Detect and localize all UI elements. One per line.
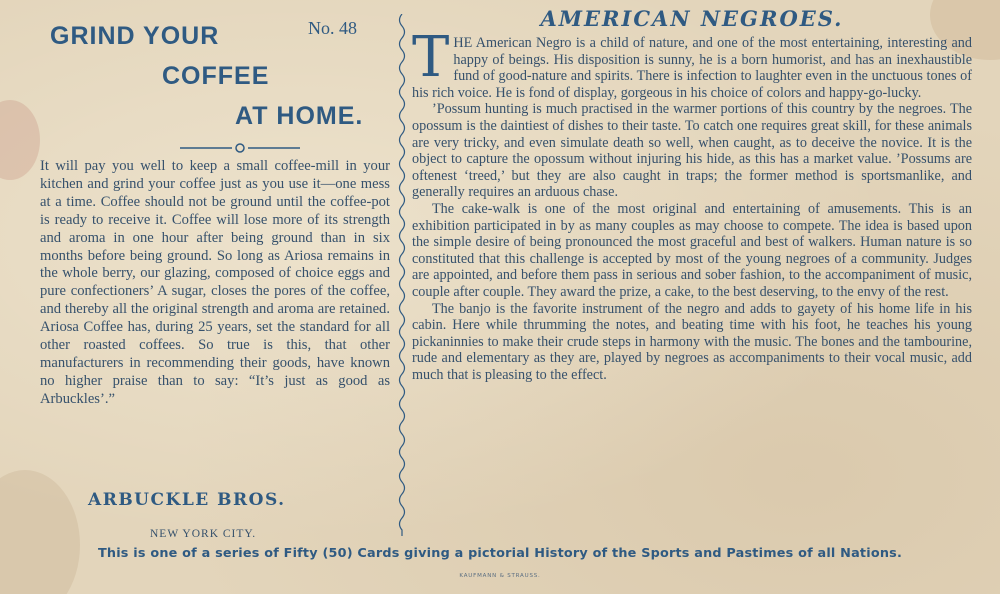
paragraph-2: ’Possum hunting is much practised in the warmer portions of this country by the negroes. The opossum is the daintiest of dishes to their taste. To catch one requires great skill, for these animals are very tricky, and even simulate death so well, when caught, as to deceive the novice. It is the object to capture the opossum without injuring his hide, as this has a market value. ’Possums are oftenest ‘treed,’ but they are also caught in traps; the former method is sportsmanlike, and generally requires an arduous chase. [412,101,972,201]
column-divider [397,14,407,536]
paragraph-1-text: HE American Negro is a child of nature, and one of the most entertaining, interesting and happy of beings. His disposition is sunny, he is a born humorist, and has an inexhaustible fund of good-nature and spirits. There is infection to laughter even in the unctuous tones of his rich voice. He is fond of display, gorgeous in his choice of colors and happy-go-lucky. [412,35,972,101]
article-body [412,25,972,383]
brand-city: NEW YORK CITY. [150,528,257,540]
headline-line-2: COFFEE [162,62,270,90]
paragraph-3: The cake-walk is one of the most original and entertaining of amusements. This is an exhibition participated in by as many couples as may choose to compete. The idea is based upon the simple desire of being pronounced the most graceful and best of walkers. Human nature is so constituted that this challenge is accepted by most of the young negroes of a community. Judges are appointed, and before them pass in serious and sober fashion, to the accompaniment of music, couple after couple. They award the prize, a cake, to the best deserving, to the envy of the rest. [412,200,972,300]
ornament-divider [180,143,300,153]
right-column [412,8,972,538]
paragraph-1 [412,25,972,101]
coffee-body-text: It will pay you well to keep a small coffee-mill in your kitchen and grind your coffee just as you use it—one mess at a time. Coffee should not be ground until the coffee-pot is ready to receive it. Coffee will lose more of its strength and aroma in one hour after being ground than in six months before being ground. So long as Ariosa remains in the whole berry, our glazing, composed of choice eggs and pure confectioners’ A sugar, closes the pores of the coffee, and thereby all the original strength and aroma are retained. Ariosa Coffee has, during 25 years, set the standard for all other roasted coffees. So true is this, that other manufacturers in recommending their goods, have known no higher praise than to say: “It’s just as good as Arbuckles’.” [40,158,390,407]
series-footer: This is one of a series of Fifty (50) Cards giving a pictorial History of the Sports and Pastimes of all Nations. [97,546,903,561]
article-title: AMERICAN NEGROES. [540,6,844,31]
headline-line-3: AT HOME. [235,102,364,130]
card-number: No. 48 [308,18,357,38]
paper-stain [0,100,40,180]
paragraph-4: The banjo is the favorite instrument of the negro and adds to gayety of his home life in his cabin. Here while thrumming the notes, and beating time with his foot, he teaches his young pickaninnies to make their crude steps in harmony with the music. The bones and the tambourine, rude and elementary as they are, played by negroes as accompaniments to their vocal music, add much that is pleasing to the effect. [412,300,972,383]
printer-credit: KAUFMANN & STRAUSS. [459,573,541,579]
left-column [40,10,390,540]
brand-name: ARBUCKLE BROS. [88,490,286,510]
drop-cap: T [412,25,450,90]
headline-line-1: GRIND YOUR [50,22,220,50]
